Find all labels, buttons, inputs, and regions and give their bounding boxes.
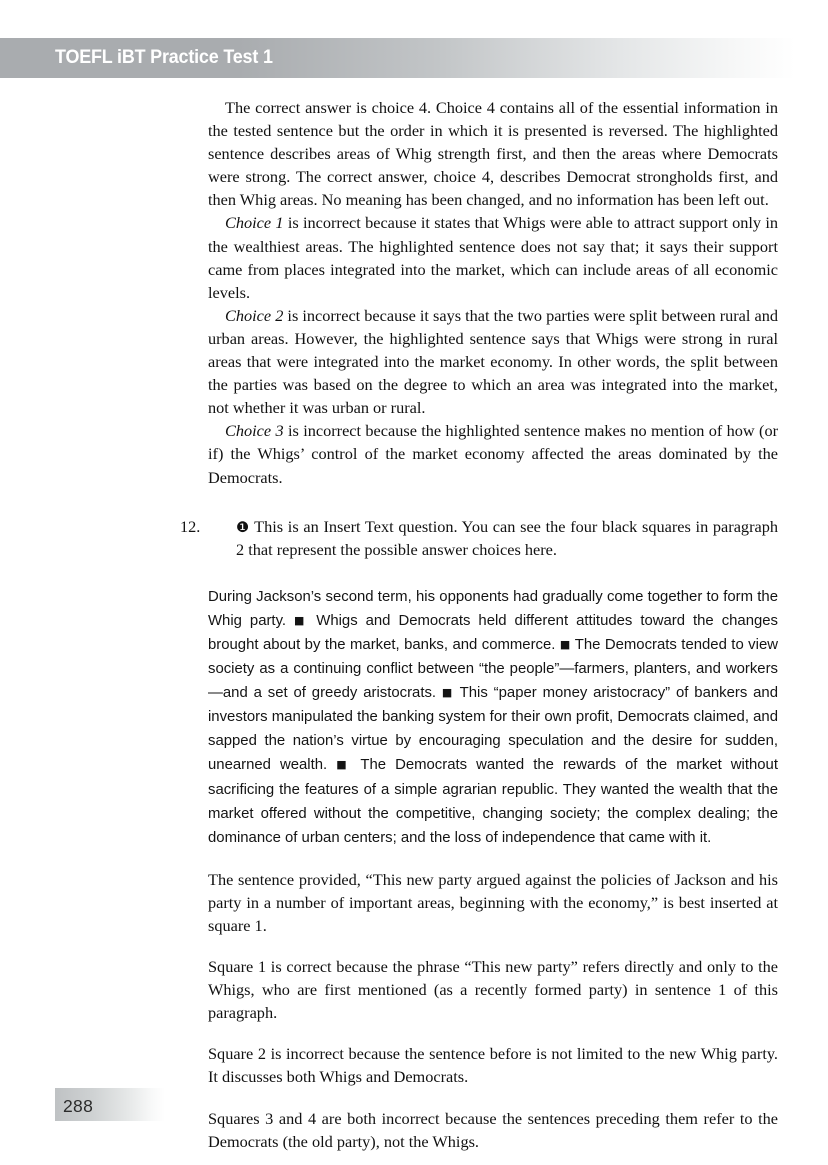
choice-1-paragraph	[208, 211, 778, 303]
question-12-block	[180, 515, 778, 561]
insert-text-passage	[208, 585, 778, 850]
page-number: 288	[63, 1096, 94, 1116]
passage-segment-1: During Jackson’s second term, his opponents had gradually come together to form the Whig party.	[208, 588, 778, 629]
choice-3-label: Choice 3	[225, 421, 284, 441]
passage-segment-4: This “paper money aristocracy” of bankers and investors manipulated the banking system for their own profit, Democrats claimed, and sapped the nation’s virtue by encouraging speculation and the desire for sudden, unearned wealth.	[208, 685, 778, 774]
choice-2-paragraph	[208, 304, 778, 419]
page-content	[180, 96, 779, 1153]
choice-3-paragraph	[208, 419, 778, 488]
square-1-paragraph: Square 1 is correct because the phrase “This new party” refers directly and only to the Whigs, who are first mentioned (as a recently formed party) in sentence 1 of this paragraph.	[208, 957, 778, 1023]
correct-answer-paragraph: The correct answer is choice 4. Choice 4 contains all of the essential information in the tested sentence but the order in which it is presented is reversed. The highlighted sentence describes areas of Whig strength first, and then the areas where Democrats were strong. The correct answer, choice 4, describes Democrat strongholds first, and then Whig areas. No meaning has been changed, and no information has been left out.	[208, 98, 778, 210]
circled-one-icon: ❶	[236, 519, 250, 537]
question-12-intro	[236, 515, 778, 561]
question-12-intro-text: This is an Insert Text question. You can see the four black squares in paragraph 2 that represent the possible answer choices here.	[236, 516, 778, 559]
choice-1-text: is incorrect because it states that Whigs were able to attract support only in the wealthiest areas. The highlighted sentence does not say that; it says their support came from places integrated into the market, which can include areas of all economic levels.	[208, 213, 779, 302]
insert-square-2-icon[interactable]: ■	[559, 637, 571, 651]
page-header-title: TOEFL iBT Practice Test 1	[55, 46, 273, 68]
passage-segment-2: Whigs and Democrats held different attitudes toward the changes brought about by the market, banks, and commerce.	[208, 612, 778, 653]
choice-3-text: is incorrect because the highlighted sentence makes no mention of how (or if) the Whigs’ control of the market economy affected the areas dominated by the Democrats.	[208, 421, 779, 487]
passage-segment-3: The Democrats tended to view society as a continuing conflict between “the people”—farmers, planters, and workers—and a set of greedy aristocrats.	[208, 636, 778, 702]
choice-2-text: is incorrect because it says that the two parties were split between rural and urban areas. However, the highlighted sentence says that Whigs were strong in rural areas that were integrated into the market economy. In other words, the split between the parties was based on the degree to which an area was integrated into the market, not whether it was urban or rural.	[208, 305, 779, 418]
question-number: 12.	[180, 516, 201, 536]
squares-3-4-paragraph: Squares 3 and 4 are both incorrect because the sentences preceding them refer to the Democrats (the old party), not the Whigs.	[208, 1108, 778, 1151]
insert-square-3-icon[interactable]: ■	[441, 686, 455, 700]
insert-square-4-icon[interactable]: ■	[336, 758, 352, 772]
passage-segment-5: The Democrats wanted the rewards of the market without sacrificing the features of a simple agrarian republic. They wanted the wealth that the market offered without the competitive, changing society; the complex dealing; the dominance of urban centers; and the loss of independence that came with it.	[208, 757, 778, 846]
square-2-paragraph: Square 2 is incorrect because the sentence before is not limited to the new Whig party. It discusses both Whigs and Democrats.	[208, 1044, 778, 1087]
choice-1-label: Choice 1	[225, 213, 284, 233]
sentence-provided-paragraph: The sentence provided, “This new party argued against the policies of Jackson and his party in a number of important areas, beginning with the economy,” is best inserted at square 1.	[208, 869, 778, 935]
insert-square-1-icon[interactable]: ■	[294, 613, 309, 627]
choice-2-label: Choice 2	[225, 305, 284, 325]
